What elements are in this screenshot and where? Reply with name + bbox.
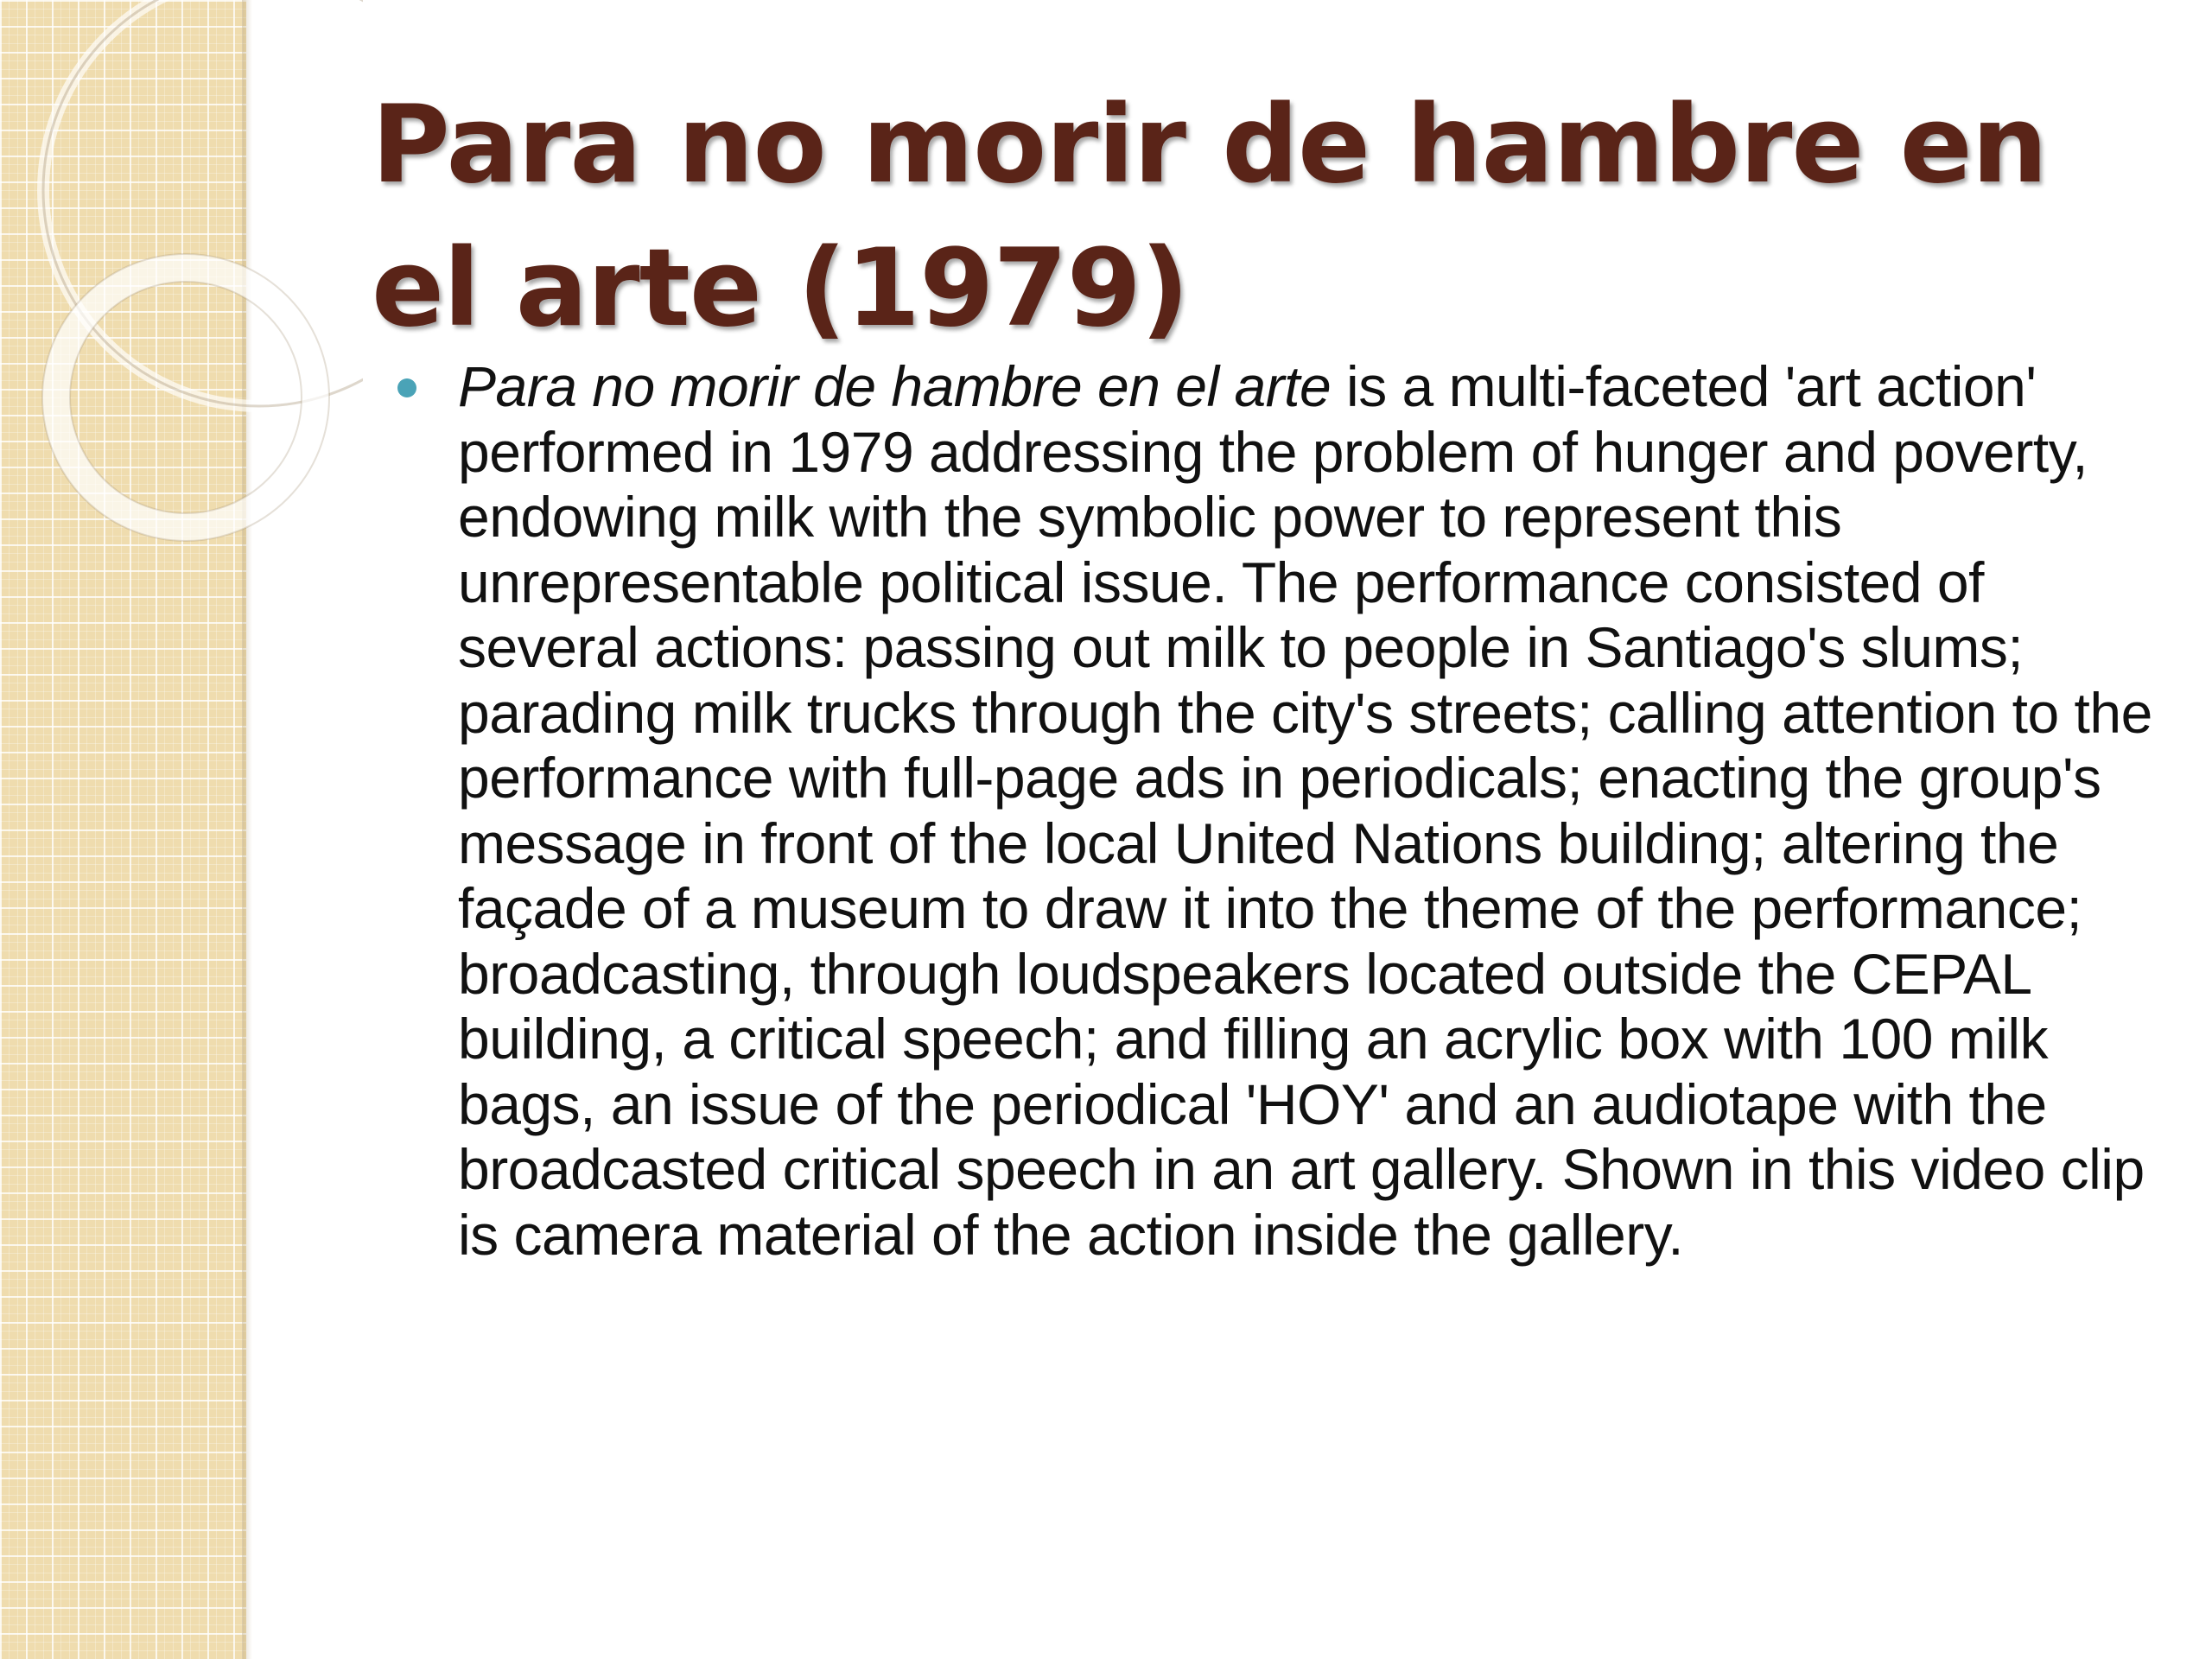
bullet-list bbox=[380, 354, 2177, 1268]
bullet-item bbox=[380, 354, 2177, 1268]
decorative-rings-icon bbox=[0, 0, 363, 553]
bullet-text: is a multi-faceted 'art action' performed in 1979 addressing the problem of hunger and poverty, endowing milk with the symbolic power to represent this unrepresentable political issue. The performance consisted of several actions: passing out milk to people in Santiago's slums; parading milk trucks through the city's streets; calling attention to the performance with full-page ads in periodicals; enacting the group's message in front of the local United Nations building; altering the façade of a museum to draw it into the theme of the performance; broadcasting, through loudspeakers located outside the CEPAL building, a critical speech; and filling an acrylic box with 100 milk bags, an issue of the periodical 'HOY' and an audiotape with the broadcasted critical speech in an art gallery. Shown in this video clip is camera material of the action inside the gallery. bbox=[458, 354, 2152, 1267]
bullet-dot-icon bbox=[397, 378, 416, 397]
artwork-title: Para no morir de hambre en el arte bbox=[458, 354, 1332, 418]
slide-title: Para no morir de hambre en el arte (1979) bbox=[372, 83, 2047, 351]
